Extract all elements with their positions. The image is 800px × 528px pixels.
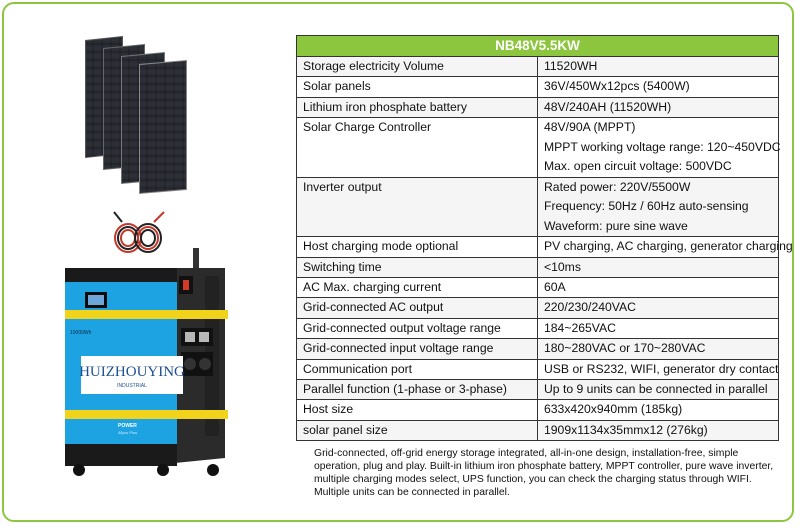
spec-value-line: MPPT working voltage range: 120~450VDC [544,139,781,154]
spec-label: AC Max. charging current [297,278,538,298]
spec-label: Grid-connected input voltage range [297,339,538,359]
yellow-band-top [170,310,228,319]
spec-value: 36V/450Wx12pcs (5400W) [538,77,779,97]
spec-row [297,318,779,338]
spec-label: Grid-connected AC output [297,298,538,318]
spec-row [297,118,779,178]
spec-value-line: Frequency: 50Hz / 60Hz auto-sensing [544,199,749,214]
spec-header-row [297,36,779,57]
spec-value-multi [538,177,779,237]
product-description: Grid-connected, off-grid energy storage integrated, all-in-one design, installation-free, simple operation, plug and play. Built-in lithium iron phosphate battery, MPPT controller, pure wave inverter, multiple charging modes select, UPS function, you can check the charging status through WIFI. Multiple units can be connected in parallel. [314,448,774,498]
capacity-label: 10000Wh [70,330,92,336]
spec-label: Host size [297,400,538,420]
spec-label: Parallel function (1-phase or 3-phase) [297,380,538,400]
spec-value: 184~265VAC [538,318,779,338]
spec-row [297,420,779,440]
spec-row [297,237,779,257]
spec-value: 11520WH [538,57,779,77]
spec-value: 60A [538,278,779,298]
spec-row [297,177,779,237]
spec-value-line: Max. open circuit voltage: 500VDC [544,159,732,174]
spec-value: Up to 9 units can be connected in parallel [538,380,779,400]
spec-row [297,278,779,298]
spec-value-line: 48V/90A (MPPT) [544,120,636,135]
model-mark: 48pro Plus [118,430,138,435]
spec-label: Lithium iron phosphate battery [297,97,538,117]
spec-row [297,257,779,277]
spec-label: Grid-connected output voltage range [297,318,538,338]
power-mark: POWER [118,423,137,429]
spec-value: 180~280VAC or 170~280VAC [538,339,779,359]
spec-value-line: Waveform: pure sine wave [544,218,688,233]
spec-row [297,339,779,359]
spec-row [297,97,779,117]
spec-value-multi [538,118,779,178]
spec-value: 633x420x940mm (185kg) [538,400,779,420]
spec-label: Host charging mode optional [297,237,538,257]
solar-panels-image [75,36,205,196]
spec-value: 220/230/240VAC [538,298,779,318]
brand-logo-sub: INDUSTRIAL [117,383,147,389]
spec-label: Solar Charge Controller [297,118,538,178]
spec-label: Solar panels [297,77,538,97]
spec-value: <10ms [538,257,779,277]
spec-row [297,400,779,420]
spec-value: 1909x1134x35mmx12 (276kg) [538,420,779,440]
spec-value: USB or RS232, WIFI, generator dry contact [538,359,779,379]
spec-value: 48V/240AH (11520WH) [538,97,779,117]
spec-value: PV charging, AC charging, generator charging [538,237,779,257]
model-title: NB48V5.5KW [297,36,779,57]
spec-label: Storage electricity Volume [297,57,538,77]
spec-label: Communication port [297,359,538,379]
power-station-image [55,248,235,478]
spec-row [297,380,779,400]
yellow-band-bottom [170,410,228,419]
spec-label: Switching time [297,257,538,277]
brand-logo-text: HUIZHOUYING [79,364,185,380]
spec-label: Inverter output [297,177,538,237]
spec-row [297,359,779,379]
spec-table [296,35,793,441]
spec-row [297,298,779,318]
spec-row [297,57,779,77]
spec-row [297,77,779,97]
spec-value-line: Rated power: 220V/5500W [544,179,691,194]
spec-label: solar panel size [297,420,538,440]
